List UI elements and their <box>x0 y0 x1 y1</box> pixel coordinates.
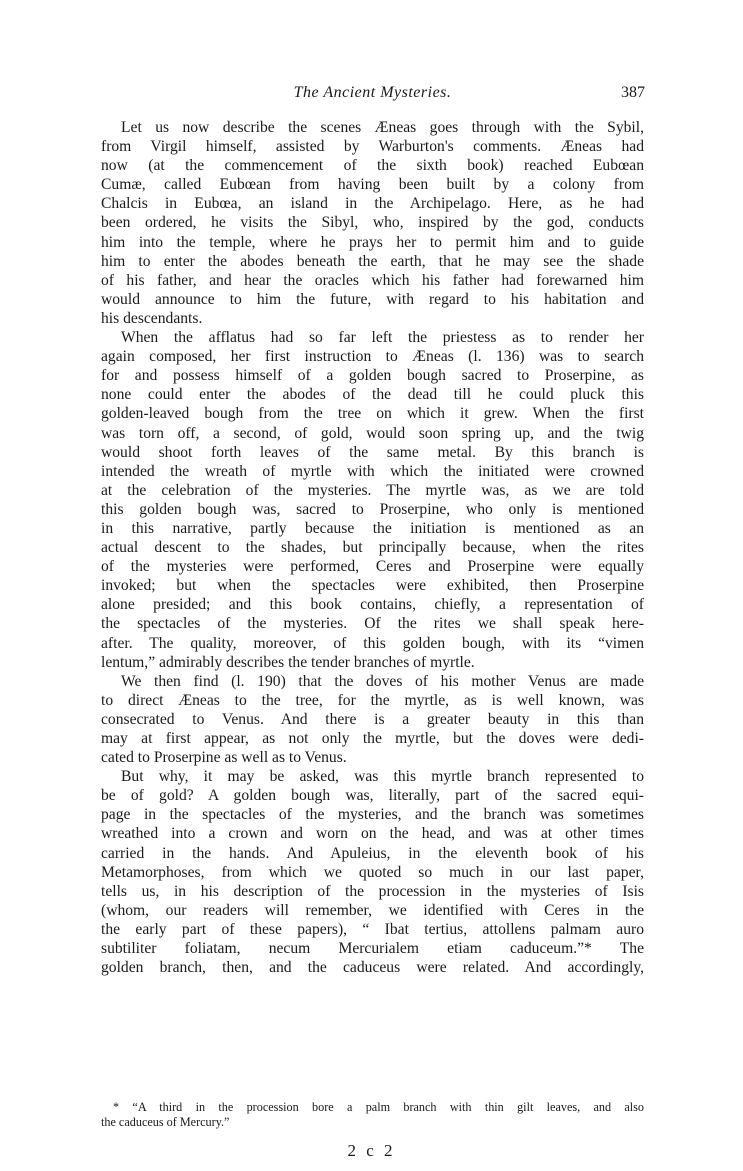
text-line: after. The quality, moreover, of this golden bough, with its “vimen <box>101 634 644 652</box>
text-line: tells us, in his description of the procession in the mysteries of Isis <box>101 882 644 900</box>
text-line: this golden bough was, sacred to Proserpine, who only is mentioned <box>101 500 644 518</box>
text-line: consecrated to Venus. And there is a greater beauty in this than <box>101 710 644 728</box>
text-line: subtiliter foliatam, necum Mercurialem etiam caduceum.”* The <box>101 940 644 958</box>
text-line: actual descent to the shades, but principally because, when the rites <box>101 539 644 557</box>
paragraph-1 <box>101 118 644 328</box>
text-line: invoked; but when the spectacles were exhibited, then Proserpine <box>101 577 644 595</box>
text-line: from Virgil himself, assisted by Warburton's comments. Æneas had <box>101 138 644 156</box>
text-line: intended the wreath of myrtle with which the initiated were crowned <box>101 462 644 480</box>
text-line: We then find (l. 190) that the doves of his mother Venus are made <box>121 672 644 690</box>
text-line: Cumæ, called Eubœan from having been built by a colony from <box>101 176 644 194</box>
footnote-line: the caduceus of Mercury.” <box>101 1115 230 1129</box>
text-line: Chalcis in Eubœa, an island in the Archipelago. Here, as he had <box>101 195 644 213</box>
text-line: Metamorphoses, from which we quoted so much in our last paper, <box>101 863 644 881</box>
text-line: to direct Æneas to the tree, for the myrtle, as is well known, was <box>101 691 644 709</box>
text-line: cated to Proserpine as well as to Venus. <box>101 749 347 767</box>
text-line: him into the temple, where he prays her to permit him and to guide <box>101 233 644 251</box>
text-line: been ordered, he visits the Sibyl, who, inspired by the god, conducts <box>101 214 644 232</box>
text-line: be of gold? A golden bough was, literally, part of the sacred equi- <box>101 787 644 805</box>
text-line: carried in the hands. And Apuleius, in the eleventh book of his <box>101 844 644 862</box>
signature-mark: 2 c 2 <box>347 1141 396 1160</box>
body-text <box>101 118 644 977</box>
text-line: But why, it may be asked, was this myrtle branch represented to <box>121 768 644 786</box>
text-line: the spectacles of the mysteries. Of the rites we shall speak here- <box>101 615 644 633</box>
text-line: page in the spectacles of the mysteries, and the branch was sometimes <box>101 806 644 824</box>
text-line: now (at the commencement of the sixth book) reached Eubœan <box>101 157 644 175</box>
running-title: The Ancient Mysteries. <box>293 84 452 101</box>
text-line: none could enter the abodes of the dead till he could pluck this <box>101 386 644 404</box>
text-line: of the mysteries were performed, Ceres and Proserpine were equally <box>101 558 644 576</box>
paragraph-3 <box>101 672 644 767</box>
text-line: his descendants. <box>101 309 203 327</box>
text-line: of his father, and hear the oracles which his father had forewarned him <box>101 271 644 289</box>
footnote <box>101 1100 644 1130</box>
text-line: the early part of these papers), “ Ibat tertius, attollens palmam auro <box>101 920 644 938</box>
text-line: was torn off, a second, of gold, would soon spring up, and the twig <box>101 424 644 442</box>
text-line: would shoot forth leaves of the same metal. By this branch is <box>101 443 644 461</box>
text-line: in this narrative, partly because the initiation is mentioned as an <box>101 519 644 537</box>
text-line: wreathed into a crown and worn on the head, and was at other times <box>101 825 644 843</box>
text-line: alone presided; and this book contains, chiefly, a representation of <box>101 596 644 614</box>
text-line: When the afflatus had so far left the priestess as to render her <box>121 329 644 347</box>
page-header <box>100 84 645 106</box>
text-line: may at first appear, as not only the myrtle, but the doves were dedi- <box>101 730 644 747</box>
footnote-line: * “A third in the procession bore a palm branch with thin gilt leaves, and also <box>113 1100 644 1114</box>
text-line: at the celebration of the mysteries. The myrtle was, as we are told <box>101 481 644 499</box>
text-line: (whom, our readers will remember, we identified with Ceres in the <box>101 901 644 919</box>
text-line: lentum,” admirably describes the tender branches of myrtle. <box>101 653 475 671</box>
paragraph-4 <box>101 767 644 977</box>
text-line: Let us now describe the scenes Æneas goes through with the Sybil, <box>121 119 644 136</box>
text-line: golden-leaved bough from the tree on which it grew. When the first <box>101 405 644 423</box>
text-line: for and possess himself of a golden bough sacred to Proserpine, as <box>101 367 644 385</box>
text-line: would announce to him the future, with regard to his habitation and <box>101 290 644 308</box>
text-line: him to enter the abodes beneath the earth, that he may see the shade <box>101 252 644 270</box>
paragraph-2 <box>101 328 644 672</box>
text-line: again composed, her first instruction to Æneas (l. 136) was to search <box>101 348 644 366</box>
page-number: 387 <box>621 84 645 101</box>
text-line: golden branch, then, and the caduceus were related. And accordingly, <box>101 959 644 977</box>
